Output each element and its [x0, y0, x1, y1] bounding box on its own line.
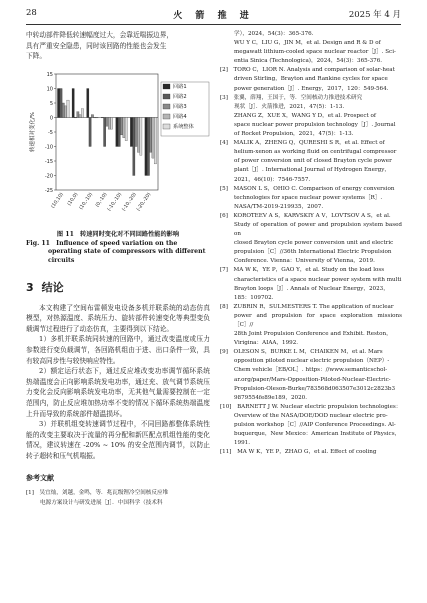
bar	[104, 117, 106, 146]
reference-line: entia Sinica (Technologica)，2024，54(3)：365-376.	[234, 58, 383, 65]
reference-line: [5] MASON L S，OHIO C. Comparison of energy conversion	[220, 185, 395, 192]
bar	[125, 117, 127, 140]
reference-line: [10] BARNETT J W. Nuclear electric propulsion technologies：	[220, 403, 402, 410]
section-title: 结论	[41, 280, 64, 294]
bar	[81, 109, 83, 118]
reference-line: 28th Joint Propulsion Conference and Exhibit. Reston，	[234, 331, 392, 338]
reference-line: driven Stirling，Brayton and Rankine cycles for space	[234, 76, 388, 83]
reference-line: WU Y C，LIU G，JIN M，et al. Design and R & D of	[234, 40, 381, 47]
reference-line: Study of operation of power and propulsion system based on	[234, 221, 402, 238]
reference-entry	[26, 489, 210, 507]
reference-line: power generation［J］. Energy，2017，120：549-564.	[234, 85, 389, 92]
y-axis-label: 转速相对变化/%	[30, 111, 36, 152]
y-tick-label: 15	[46, 71, 53, 78]
y-tick-label: -20	[44, 173, 53, 180]
conclusion-paragraph: 本文构建了空间布雷顿发电设备多机并联系统的动态仿真模型，对热源温度、系统压力、旋转部件转速变化等典型变负载调节过程进行了动态仿真，主要得到以下结论。	[26, 303, 210, 333]
legend-swatch	[163, 124, 170, 129]
y-tick-label: -5	[48, 129, 53, 136]
bar	[133, 117, 135, 175]
reference-entry	[220, 448, 402, 457]
figure-caption-en: Fig. 11 Influence of speed variation on the operating state of compressors with different circuits	[26, 239, 206, 264]
x-tick-label: (10,10)	[50, 192, 65, 210]
reference-line: 学），2024，54(3)：365-376.	[234, 31, 314, 37]
reference-line: buquerque，New Mexico：American Institute of Physics，	[234, 431, 401, 438]
reference-line: [11] MA W K，YE P，ZHAO G，et al. Effect of cooling	[220, 449, 377, 456]
bar	[140, 117, 142, 155]
bar	[123, 117, 125, 137]
section-heading	[26, 279, 210, 295]
reference-line: 2021，46(10)：7546-7557.	[234, 176, 311, 183]
conclusion-paragraph: 3）并联机组变转速调节过程中，不同回路都整体系统性能的改变主要取决于流量的再分配和新匹配点机组性能的变化情况，建议转速在 -20% ~ 10% 的安全范围内调节，以防止转子超转和压气机喘振。	[26, 420, 210, 460]
bar	[108, 117, 110, 129]
reference-line: Propulsion-Oleson-Burke/783568d063507e3012c2823b3	[234, 385, 396, 392]
reference-entry	[220, 185, 402, 212]
reference-entry	[220, 39, 402, 66]
reference-line: megawatt lithium-cooled space nuclear reactor［J］. Sci-	[234, 49, 396, 56]
page-header	[26, 8, 401, 24]
bar	[77, 111, 79, 117]
reference-entry	[220, 30, 402, 39]
right-column	[220, 30, 402, 597]
x-tick-label: (-10,-10)	[107, 192, 124, 213]
intro-line: 下降。	[26, 52, 47, 61]
figure-caption-zh: 图 11 转速同时变化对不同回路性能的影响	[56, 230, 180, 238]
references-heading: 参考文献	[26, 474, 54, 483]
reference-line: Overview of the NASA/DOE/DOD nuclear electric pro-	[234, 412, 388, 419]
y-tick-label: -25	[44, 187, 53, 194]
reference-line: [4] MALIK A，ZHENG Q，QURESHI S R，et al. Effect of	[220, 140, 385, 147]
conclusion-paragraph: 1）多机并联系统同转速的回路中，通过改变温度或压力参数进行变负载调节，各回路机组由于进、出口条件一致，具有较高同步性与较快响应特性。	[26, 335, 210, 365]
issue-date: 2025 年 4 月	[348, 10, 401, 20]
reference-line: space nuclear power propulsion technology［J］. Journal	[234, 121, 396, 128]
reference-line: 1991.	[234, 440, 251, 447]
reference-line: [3] 张翼，薛翔，王国于，等．空间核动力推进技术研究	[220, 94, 363, 101]
reference-line: opposition piloted nuclear electric propulsion（NEP）-	[234, 358, 390, 365]
bar	[118, 117, 120, 146]
bar	[67, 100, 69, 117]
reference-line: 现状［J］．火箭推进，2021，47(5)：1-13.	[234, 103, 345, 110]
bar	[106, 117, 108, 126]
reference-entry	[220, 139, 402, 184]
bar	[72, 88, 74, 117]
reference-line: NASA/TM-2019-219935，2007.	[234, 203, 324, 210]
intro-text	[26, 30, 210, 62]
reference-line: ZHANG Z，XUE X，WANG Y D，et al. Prospect of	[234, 112, 376, 119]
bar	[89, 117, 91, 146]
reference-line: [6] KOROTEEV A S，KARVSKIY A V，LOVTSOV A S，et al.	[220, 212, 391, 219]
legend-swatch	[163, 94, 170, 99]
reference-line: [2] TORO C，LIOR N. Analysis and comparison of solar-heat	[220, 67, 395, 74]
reference-entry	[220, 266, 402, 302]
bar	[147, 117, 149, 175]
left-column	[26, 30, 210, 597]
reference-entry	[220, 303, 402, 348]
reference-line: Brayton loops［J］. Annals of Nuclear Energy，2023，	[234, 285, 389, 292]
reference-line: Conference. Vienna：University of Vienna，2019.	[234, 258, 375, 265]
reference-line: [8] ZUBRIN R，SULMESTERS T. The application of nuclear	[220, 303, 394, 310]
legend-label: 回路3	[173, 103, 187, 110]
bar	[150, 117, 152, 152]
y-tick-label: -15	[44, 158, 53, 165]
intro-line: 具有严重安全隐患，同时该回路的性能也会发生	[26, 41, 167, 50]
x-tick-label: (10,0)	[67, 192, 80, 207]
plot-frame	[56, 74, 158, 190]
reference-line: Virigina：AIAA，1992.	[234, 340, 299, 347]
reference-line: Chem vehicle［EB/OL］. https：//www.semanticschol-	[234, 367, 388, 374]
bar-chart	[26, 66, 210, 228]
reference-line: [1] 吴宜灿，刘越，金鸣，等．兆瓦级锂冷空间核反应堆	[26, 490, 169, 497]
conclusion-paragraph: 2）额定运行状态下，通过反应堆改变功率调节循环系统热端温度会正向影响系统发电功率，通过充、放气调节系统压力变化会反向影响系统发电功率，无其他气量需要控制在一定范围内，防止反应堆加热功率不变的情况下循环系统热端温度上升而导致的系统部件超温损坏。	[26, 367, 210, 418]
legend-label: 回路4	[173, 113, 187, 120]
reference-entry	[220, 94, 402, 112]
bar	[62, 103, 64, 118]
page-number: 28	[26, 8, 37, 18]
reference-entry	[220, 348, 402, 403]
intro-line: 中转动部件降低转速幅度过大，会靠近喘振边界，	[26, 31, 174, 39]
reference-line: closed Brayton cycle power conversion unit and electric	[234, 240, 394, 247]
x-tick-label: (-20,-20)	[136, 192, 153, 213]
reference-entry	[220, 212, 402, 267]
bar	[79, 114, 81, 117]
legend-swatch	[163, 84, 170, 89]
reference-line: ar.org/paper/Mars-Opposition-Piloted-Nuclear-Electric-	[234, 376, 391, 383]
bar	[87, 88, 89, 117]
reference-entry	[220, 66, 402, 93]
reference-entry	[220, 112, 402, 139]
bar	[91, 114, 93, 117]
legend-swatch	[163, 114, 170, 119]
reference-line: 9879554fe89e189，2020.	[234, 394, 308, 401]
legend-label: 回路1	[173, 83, 187, 90]
reference-line: characteristics of a space nuclear power system with multi	[234, 276, 402, 283]
reference-line: [9] OLESON S，BURKE L M，CHAIKEN M，et al. Mars	[220, 349, 383, 356]
bar	[110, 117, 112, 129]
legend-label: 系统整体	[173, 123, 194, 130]
reference-line: of power conversion unit of closed Brayton cycle power	[234, 158, 392, 165]
y-tick-label: 0	[49, 115, 53, 122]
bar	[130, 117, 132, 146]
y-tick-label: 5	[49, 100, 53, 107]
reference-list	[220, 30, 402, 457]
reference-line: [7] MA W K，YE P，GAO Y，et al. Study on the load loss	[220, 267, 385, 274]
bar	[135, 117, 137, 146]
x-tick-label: (-10,-20)	[121, 192, 138, 213]
reference-line: power and propulsion for space exploration missions［C］//	[234, 312, 402, 328]
reference-line: plant［J］. International Journal of Hydrogen Energy，	[234, 167, 390, 174]
journal-title: 火 箭 推 进	[173, 11, 254, 21]
bar	[120, 117, 122, 134]
bar	[152, 117, 154, 158]
reference-entry	[220, 403, 402, 448]
bar	[64, 106, 66, 118]
reference-line: 185：109702.	[234, 294, 274, 301]
bar	[60, 88, 62, 117]
bar	[137, 117, 139, 152]
y-tick-label: -10	[44, 144, 53, 151]
legend-swatch	[163, 104, 170, 109]
reference-line: of Rocket Propulsion，2021，47(5)：1-13.	[234, 131, 354, 138]
bar	[57, 88, 59, 117]
figure-11	[26, 66, 210, 228]
bar	[154, 117, 156, 163]
reference-line: helium-xenon as working fluid on centrifugal compressor	[234, 149, 397, 156]
header-rule	[26, 24, 401, 25]
bar	[145, 117, 147, 175]
section-number: 3	[26, 280, 34, 294]
y-tick-label: 10	[46, 86, 53, 93]
bar	[116, 117, 118, 146]
reference-line: propulsion［C］//36th International Electric Propulsion	[234, 249, 392, 256]
reference-line: 电源方案设计与研发进展［J］．中国科学（技术科	[40, 499, 163, 506]
reference-line: technologies for space nuclear power systems［R］.	[234, 194, 383, 201]
reference-line: pulsion workshop［C］//AIP Conference Proceedings. Al-	[234, 422, 396, 429]
x-tick-label: (10,-10)	[78, 192, 95, 211]
legend-label: 回路2	[173, 93, 187, 100]
x-tick-label: (0,-10)	[95, 192, 109, 209]
